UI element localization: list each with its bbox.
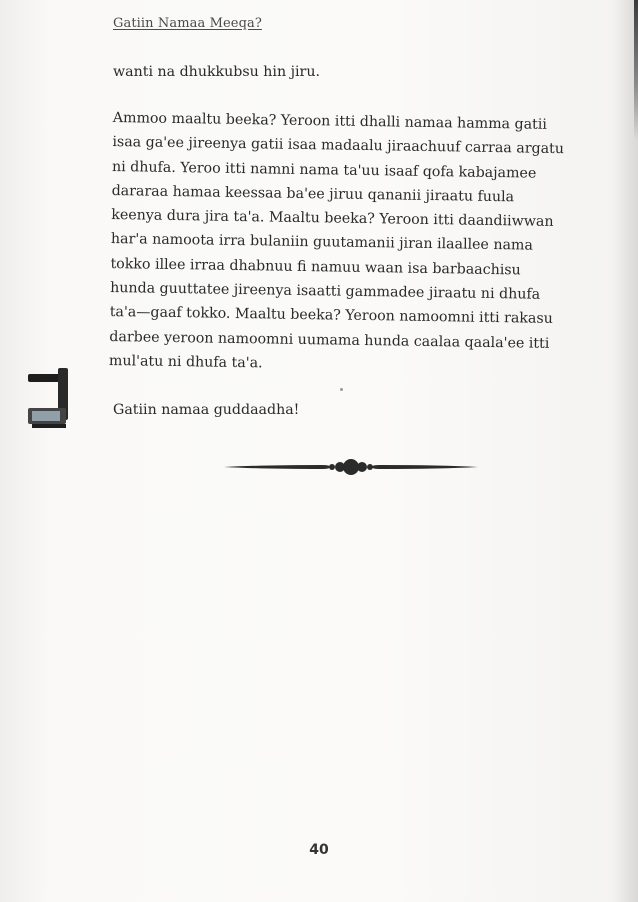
paragraph-line: mul'atu ni dhufa ta'a. [108, 353, 263, 372]
page-edge-shadow [634, 0, 638, 140]
paragraph-line: darbee yeroon namoomni uumama hunda caalaa qaala'ee itti [109, 328, 550, 352]
ink-speck [340, 388, 343, 391]
paragraph-line: hunda guuttatee jireenya isaatti gammadee jiraatu ni dhufa [110, 280, 541, 304]
paragraph-line: dararaa hamaa keessaa ba'ee jiruu qananii jiraatu fuula [111, 183, 515, 206]
first-line: wanti na dhukkubsu hin jiru. [113, 64, 320, 80]
paragraph-line: ta'a—gaaf tokko. Maaltu beeka? Yeroon namoomni itti rakasu [109, 304, 553, 328]
paragraph-line: Ammoo maaltu beeka? Yeroon itti dhalli namaa hamma gatii [112, 110, 548, 134]
paragraph-line: tokko illee irraa dhabnuu fi namuu waan isa barbaachisu [110, 256, 521, 279]
paragraph-line: ni dhufa. Yeroo itti namni nama ta'uu isaaf qofa kabajamee [111, 158, 537, 182]
page-number: 40 [309, 842, 329, 858]
paragraph-line: har'a namoota irra bulaniin guutamanii jiran ilaallee nama [110, 231, 534, 255]
closing-line: Gatiin namaa guddaadha! [113, 401, 300, 418]
paragraph-line: isaa ga'ee jireenya gatii isaa madaalu jiraachuuf carraa argatu [112, 134, 565, 158]
main-paragraph [109, 106, 595, 381]
running-header: Gatiin Namaa Meeqa? [113, 16, 262, 31]
body-text [108, 60, 595, 422]
ornament-divider [222, 456, 480, 478]
binder-clip-icon [28, 368, 70, 430]
paragraph-line: keenya dura jira ta'a. Maaltu beeka? Yeroon itti daandiiwwan [111, 207, 554, 231]
